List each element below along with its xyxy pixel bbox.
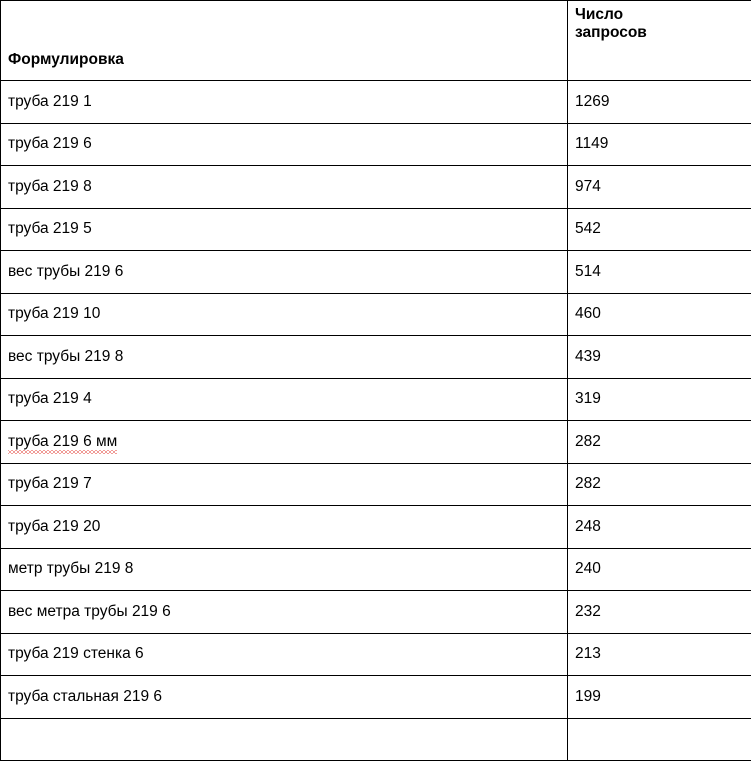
table-row <box>1 548 751 591</box>
table-row <box>1 718 751 761</box>
cell-phrase: вес метра трубы 219 6 <box>1 591 568 634</box>
cell-count: 974 <box>568 166 751 209</box>
table-row <box>1 123 751 166</box>
table-row <box>1 208 751 251</box>
column-header-count <box>568 1 751 81</box>
cell-phrase: труба стальная 219 6 <box>1 676 568 719</box>
table-row <box>1 506 751 549</box>
cell-phrase: труба 219 8 <box>1 166 568 209</box>
column-header-count-line1: Число <box>575 6 623 23</box>
cell-count: 514 <box>568 251 751 294</box>
cell-count: 1149 <box>568 123 751 166</box>
cell-count: 282 <box>568 463 751 506</box>
cell-phrase: труба 219 1 <box>1 81 568 124</box>
table-body <box>1 81 751 761</box>
table-row <box>1 293 751 336</box>
cell-count: 240 <box>568 548 751 591</box>
cell-phrase: вес трубы 219 6 <box>1 251 568 294</box>
table-row <box>1 463 751 506</box>
table-header <box>1 1 751 81</box>
cell-phrase: труба 219 стенка 6 <box>1 633 568 676</box>
table-row <box>1 166 751 209</box>
cell-phrase: труба 219 6 <box>1 123 568 166</box>
table-header-row <box>1 1 751 81</box>
spellcheck-squiggle-icon <box>8 450 117 454</box>
cell-phrase: труба 219 5 <box>1 208 568 251</box>
cell-count <box>568 718 751 761</box>
cell-count: 439 <box>568 336 751 379</box>
table-row <box>1 81 751 124</box>
cell-count: 1269 <box>568 81 751 124</box>
table-row <box>1 336 751 379</box>
cell-phrase: труба 219 20 <box>1 506 568 549</box>
spellcheck-marked-text <box>8 433 117 451</box>
table-row <box>1 633 751 676</box>
column-header-phrase: Формулировка <box>1 1 568 81</box>
cell-count: 282 <box>568 421 751 464</box>
cell-count: 248 <box>568 506 751 549</box>
cell-phrase <box>1 421 568 464</box>
table-row <box>1 378 751 421</box>
cell-count: 460 <box>568 293 751 336</box>
cell-phrase: труба 219 7 <box>1 463 568 506</box>
table-row <box>1 421 751 464</box>
cell-count: 232 <box>568 591 751 634</box>
cell-count: 199 <box>568 676 751 719</box>
cell-phrase: вес трубы 219 8 <box>1 336 568 379</box>
cell-count: 213 <box>568 633 751 676</box>
cell-phrase <box>1 718 568 761</box>
cell-phrase: труба 219 10 <box>1 293 568 336</box>
cell-phrase-text: труба 219 6 мм <box>8 433 117 450</box>
column-header-count-line2: запросов <box>575 24 647 41</box>
cell-count: 319 <box>568 378 751 421</box>
cell-phrase: труба 219 4 <box>1 378 568 421</box>
cell-phrase: метр трубы 219 8 <box>1 548 568 591</box>
cell-count: 542 <box>568 208 751 251</box>
table-row <box>1 591 751 634</box>
table-row <box>1 251 751 294</box>
